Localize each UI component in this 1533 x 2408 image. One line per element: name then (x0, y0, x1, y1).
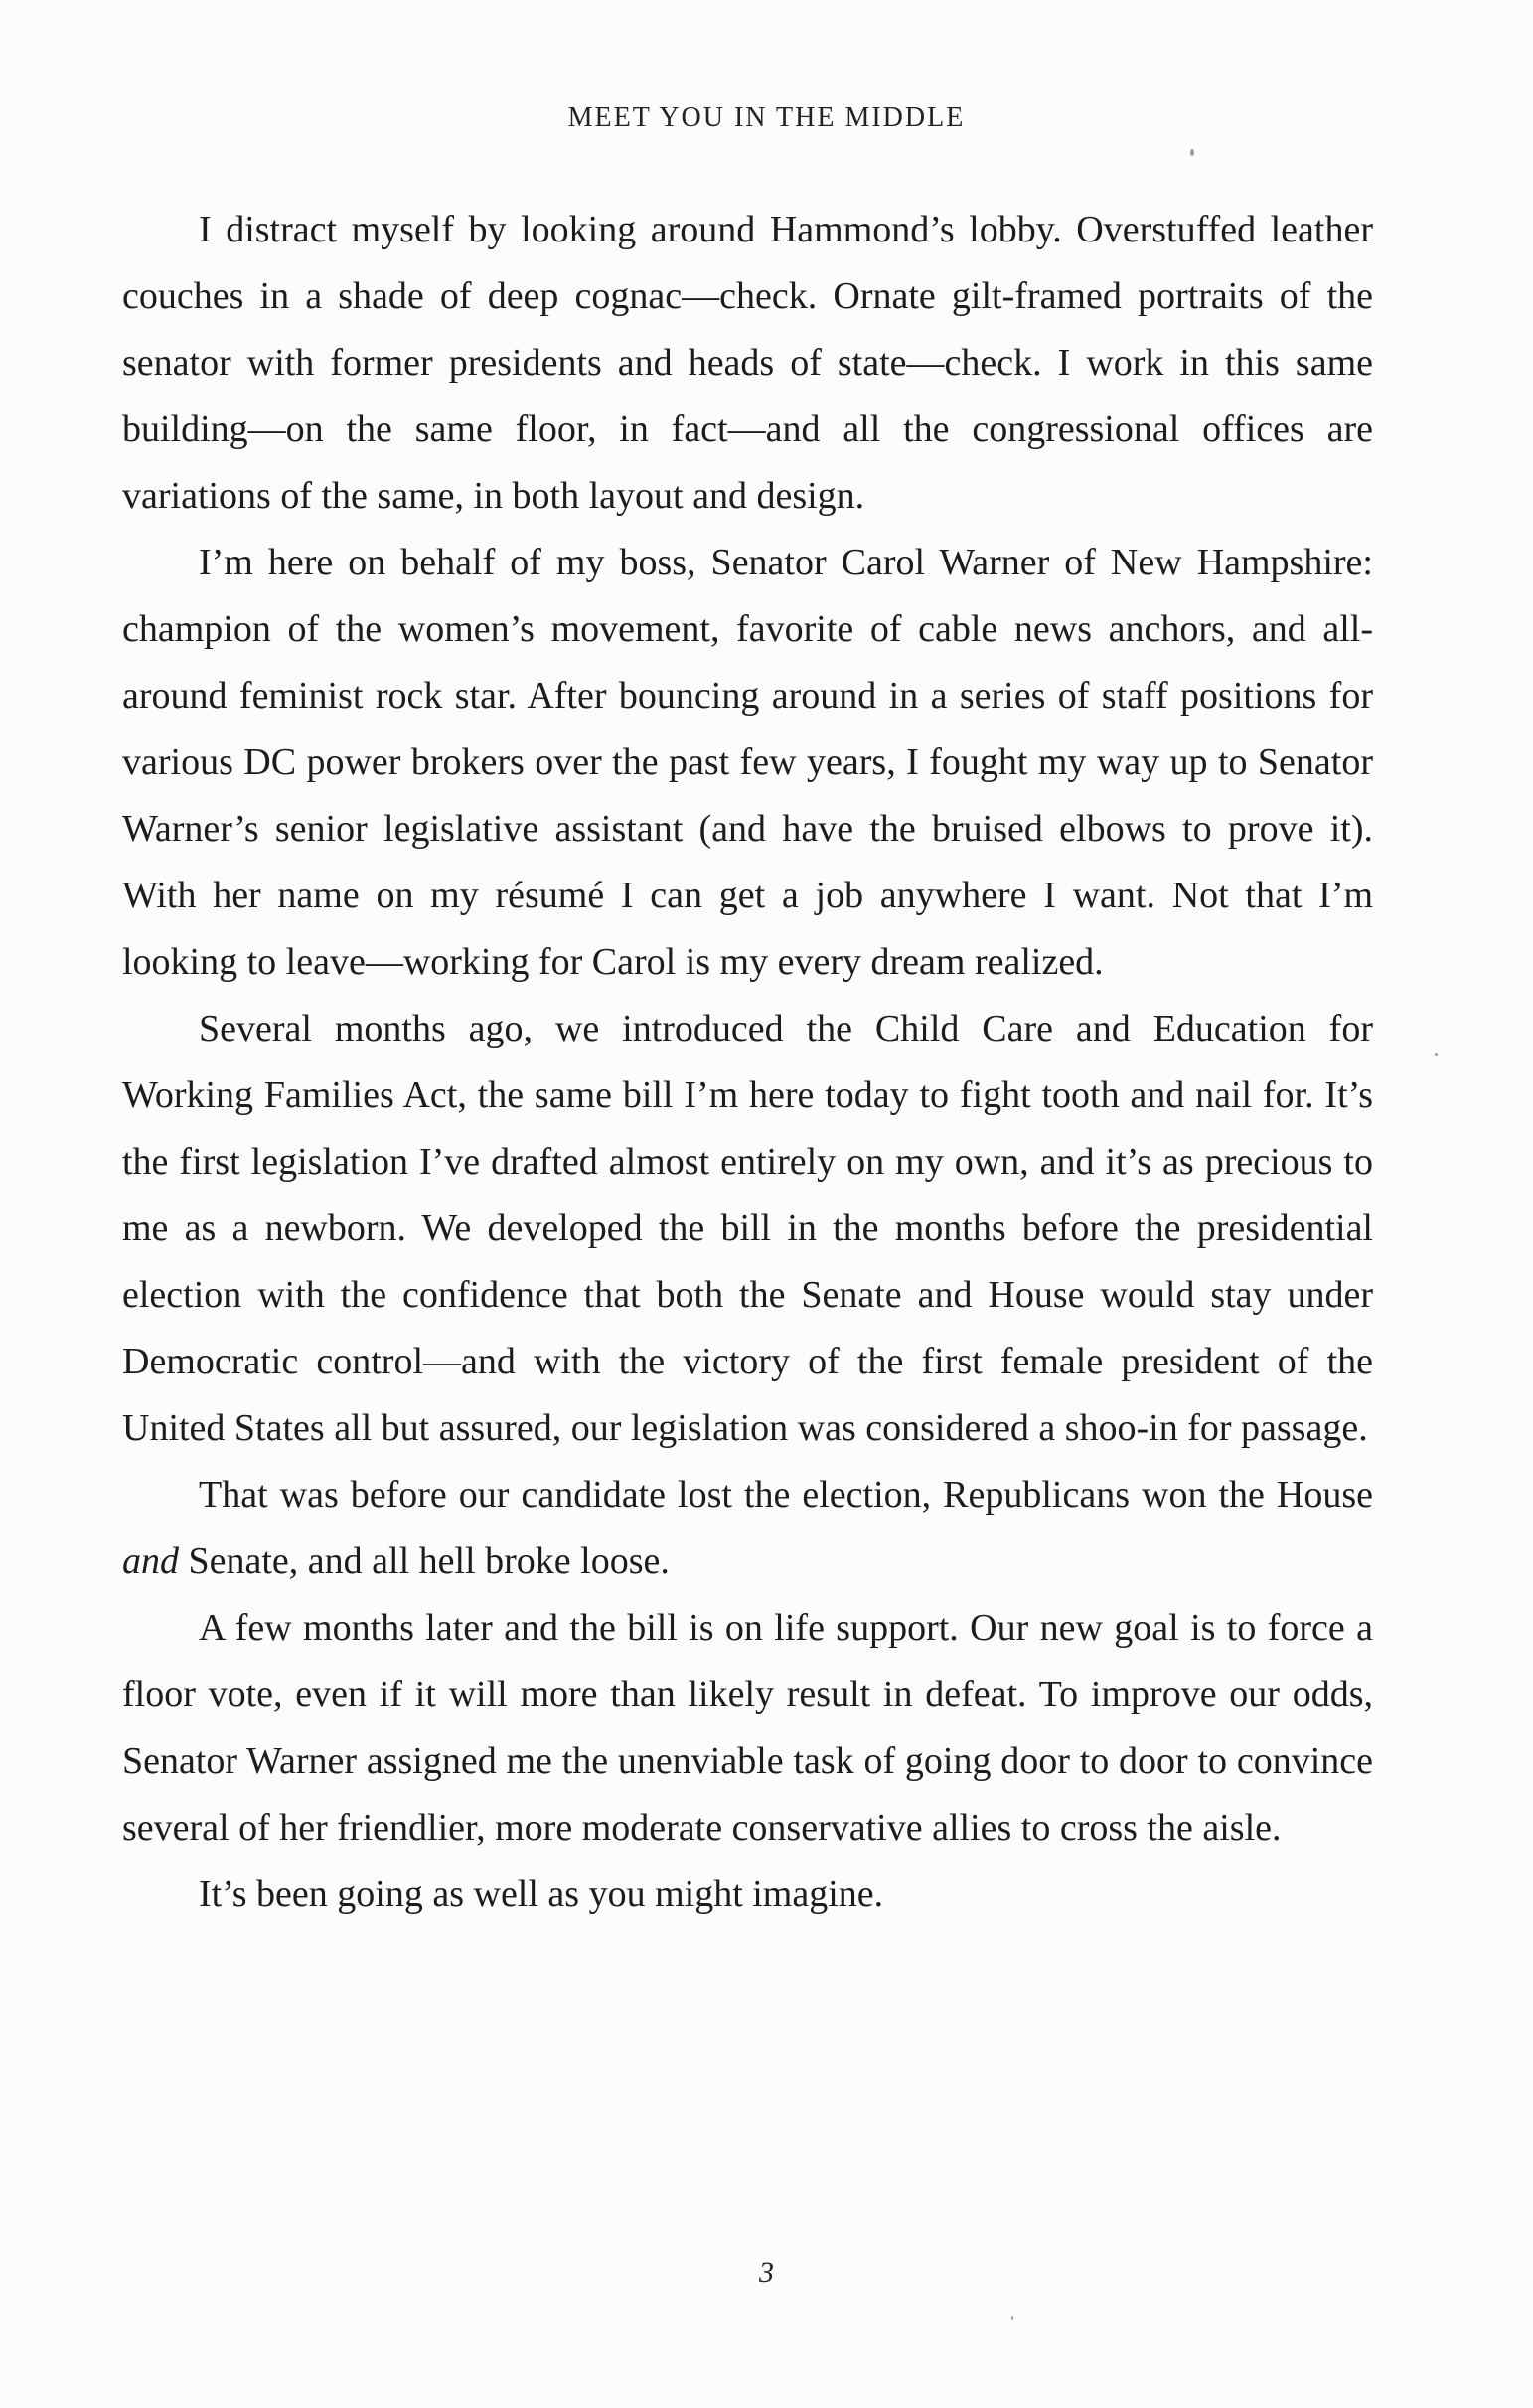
paragraph-6: It’s been going as well as you might imagine. (199, 1873, 884, 1915)
paragraph-5: A few months later and the bill is on life support. Our new goal is to force a floor vote, even if it will more than likely result in defeat. To improve our odds, Senator Warner assigned me the unenviable task of going door to door to convince several of her friendlier, more moderate conservative allies to cross the aisle. (122, 1607, 1373, 1848)
scan-speck (1011, 2316, 1013, 2320)
paragraph-4-text-a: That was before our candidate lost the election, Republicans won the House (199, 1474, 1373, 1516)
paragraph-4-text-b: Senate, and all hell broke loose. (179, 1540, 670, 1582)
paragraph-4 (122, 1462, 1373, 1595)
page-number: 3 (759, 2256, 774, 2289)
body-text (122, 197, 1373, 1928)
paragraph-3: Several months ago, we introduced the Child Care and Education for Working Families Act, the same bill I’m here today to fight tooth and nail for. It’s the first legislation I’ve drafted almost entirely on my own, and it’s as precious to me as a newborn. We developed the bill in the months before the presidential election with the confidence that both the Senate and House would stay under Democratic control—and with the victory of the first female president of the United States all but assured, our legislation was considered a shoo-in for passage. (122, 1008, 1373, 1449)
scan-speck (1190, 149, 1194, 156)
emphasis-and: and (122, 1540, 179, 1582)
paragraph-2: I’m here on behalf of my boss, Senator Carol Warner of New Hampshire: champion of the women’s movement, favorite of cable news anchors, and all-around feminist rock star. After bouncing around in a series of staff positions for various DC power brokers over the past few years, I fought my way up to Senator Warner’s senior legislative assistant (and have the bruised elbows to prove it). With her name on my résumé I can get a job anywhere I want. Not that I’m looking to leave—working for Carol is my every dream realized. (122, 542, 1373, 983)
scan-speck (1435, 1053, 1438, 1056)
running-head: MEET YOU IN THE MIDDLE (567, 102, 966, 133)
paragraph-1: I distract myself by looking around Hammond’s lobby. Overstuffed leather couches in a shade of deep cognac—check. Ornate gilt-framed portraits of the senator with former presidents and heads of state—check. I work in this same building—on the same floor, in fact—and all the congressional offices are variations of the same, in both layout and design. (122, 209, 1373, 517)
